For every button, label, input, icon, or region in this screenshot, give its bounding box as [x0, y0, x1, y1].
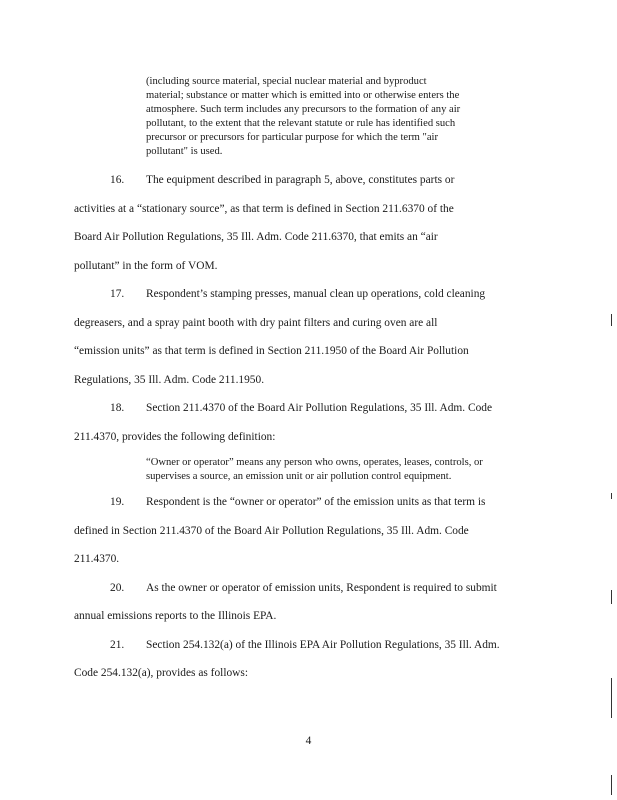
definition-quote-line: “Owner or operator” means any person who owns, operates, leases, controls, or — [146, 457, 483, 468]
paragraph-line: Code 254.132(a), provides as follows: — [74, 667, 248, 679]
scan-artifact — [611, 314, 612, 326]
paragraph-line: Respondent is the “owner or operator” of the emission units as that term is — [146, 496, 486, 508]
paragraph-line: annual emissions reports to the Illinois EPA. — [74, 610, 277, 622]
scan-artifact — [611, 590, 612, 604]
quote-line: (including source material, special nuclear material and byproduct — [146, 76, 427, 87]
paragraph-line: Section 211.4370 of the Board Air Pollution Regulations, 35 Ill. Adm. Code — [146, 402, 493, 414]
paragraph-number: 18. — [110, 402, 125, 414]
quote-line: pollutant" is used. — [146, 146, 223, 157]
paragraph-line: degreasers, and a spray paint booth with dry paint filters and curing oven are all — [74, 317, 438, 329]
paragraph-line: Respondent’s stamping presses, manual clean up operations, cold cleaning — [146, 288, 486, 300]
paragraph-line: 211.4370, provides the following definition: — [74, 431, 276, 443]
paragraph-line: Section 254.132(a) of the Illinois EPA Air Pollution Regulations, 35 Ill. Adm. — [146, 639, 500, 651]
quote-line: precursor or precursors for particular purpose for which the term "air — [146, 132, 439, 143]
paragraph-number: 20. — [110, 582, 125, 594]
paragraph-line: defined in Section 211.4370 of the Board Air Pollution Regulations, 35 Ill. Adm. Code — [74, 525, 469, 537]
quote-line: atmosphere. Such term includes any precursors to the formation of any air — [146, 104, 461, 115]
quote-line: pollutant, to the extent that the relevant statute or rule has identified such — [146, 118, 456, 129]
paragraph-line: Regulations, 35 Ill. Adm. Code 211.1950. — [74, 374, 265, 386]
paragraph-number: 19. — [110, 496, 125, 508]
scan-artifact — [611, 775, 612, 795]
paragraph-line: 211.4370. — [74, 553, 120, 565]
quote-line: material; substance or matter which is emitted into or otherwise enters the — [146, 90, 460, 101]
paragraph-number: 17. — [110, 288, 125, 300]
page-number: 4 — [305, 735, 312, 747]
scan-artifact — [611, 678, 612, 718]
paragraph-line: pollutant” in the form of VOM. — [74, 260, 218, 272]
paragraph-line: activities at a “stationary source”, as that term is defined in Section 211.6370 of the — [74, 203, 454, 215]
paragraph-line: The equipment described in paragraph 5, above, constitutes parts or — [146, 174, 455, 186]
scan-artifact — [611, 493, 612, 499]
definition-quote-line: supervises a source, an emission unit or air pollution control equipment. — [146, 471, 452, 482]
paragraph-line: As the owner or operator of emission units, Respondent is required to submit — [146, 582, 497, 594]
paragraph-number: 16. — [110, 174, 125, 186]
paragraph-line: Board Air Pollution Regulations, 35 Ill. Adm. Code 211.6370, that emits an “air — [74, 231, 438, 243]
paragraph-number: 21. — [110, 639, 125, 651]
paragraph-line: “emission units” as that term is defined in Section 211.1950 of the Board Air Pollution — [74, 345, 469, 357]
